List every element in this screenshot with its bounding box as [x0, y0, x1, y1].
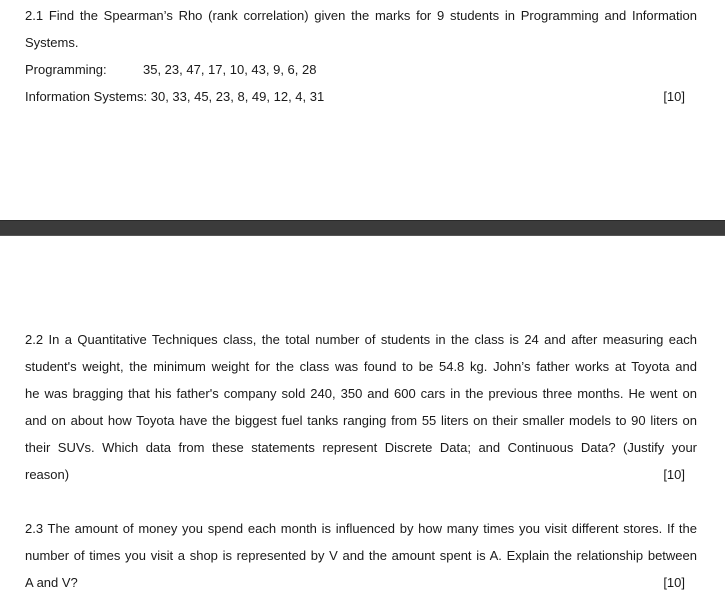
q21-line-1: 2.1 Find the Spearman’s Rho (rank correlation) given the marks for 9 students in Programming and Information [25, 8, 697, 23]
q22-line-5: their SUVs. Which data from these statements represent Discrete Data; and Continuous Data? (Justify your [25, 440, 697, 455]
page-top [0, 0, 725, 220]
is-label: Information Systems: [25, 89, 148, 104]
q21-is-row [25, 88, 697, 106]
q21-line-2: Systems. [25, 35, 79, 50]
q23-line-3: A and V? [25, 575, 78, 590]
q23-line-1: 2.3 The amount of money you spend each month is influenced by how many times you visit different stores. If the [25, 521, 697, 536]
q22-line-6: reason) [25, 467, 70, 482]
programming-label: Programming: [25, 62, 107, 77]
programming-values: 35, 23, 47, 17, 10, 43, 9, 6, 28 [143, 62, 317, 77]
q21-programming-row [25, 61, 697, 79]
q22-line-1: 2.2 In a Quantitative Techniques class, the total number of students in the class is 24 and after measuring each [25, 332, 697, 347]
q22-line-4: and on about how Toyota have the biggest fuel tanks ranging from 55 liters on their smaller models to 90 liters on [25, 413, 697, 428]
page-break-divider [0, 220, 725, 236]
q22-line-3: he was bragging that his father's company sold 240, 350 and 600 cars in the previous three months. He went on [25, 386, 697, 401]
q22-line-2: student's weight, the minimum weight for the class was found to be 54.8 kg. John’s father works at Toyota and [25, 359, 697, 374]
q23-line-2: number of times you visit a shop is represented by V and the amount spent is A. Explain the relationship between [25, 548, 697, 563]
q22-marks: [10] [663, 467, 685, 482]
is-values: 30, 33, 45, 23, 8, 49, 12, 4, 31 [150, 89, 325, 104]
q23-marks: [10] [663, 575, 685, 590]
page-bottom [0, 236, 725, 598]
q21-marks: [10] [663, 89, 685, 104]
